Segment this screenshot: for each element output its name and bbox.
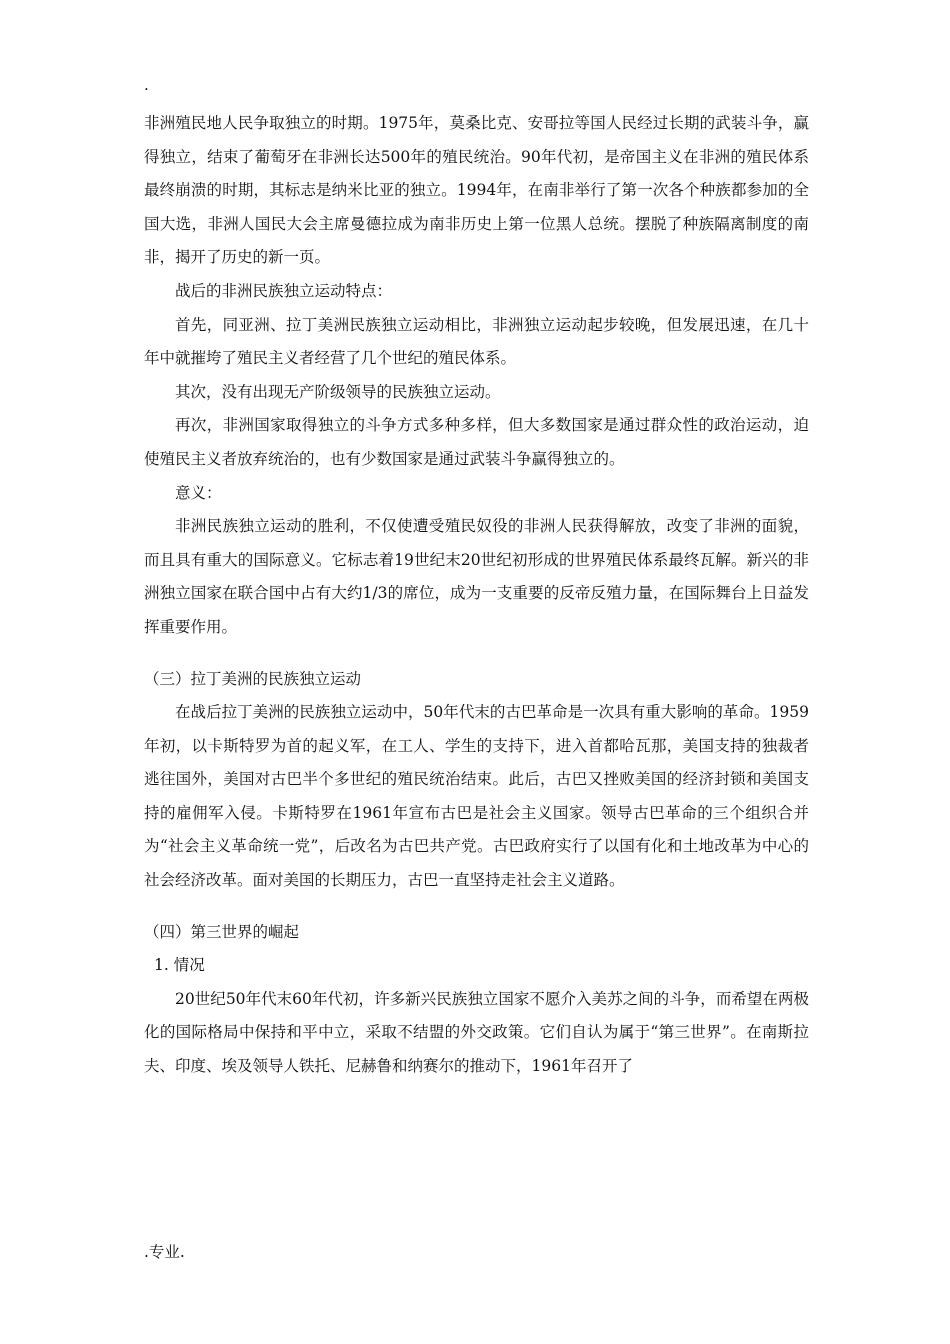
paragraph-feature-third: 再次，非洲国家取得独立的斗争方式多种多样，但大多数国家是通过群众性的政治运动，迫使殖民主义者放弃统治的，也有少数国家是通过武装斗争赢得独立的。 <box>144 416 809 468</box>
header-mark: . <box>144 76 149 94</box>
list-item-situation: 1. 情况 <box>154 956 205 975</box>
paragraph-cuba-revolution: 在战后拉丁美洲的民族独立运动中，50年代末的古巴革命是一次具有重大影响的革命。1959年初，以卡斯特罗为首的起义军，在工人、学生的支持下，进入首都哈瓦那，美国支持的独裁者逃往国外，美国对古巴半个多世纪的殖民统治结束。此后，古巴又挫败美国的经济封锁和美国支持的雇佣军入侵。卡斯特罗在1961年宣布古巴是社会主义国家。领导古巴革命的三个组织合并为“社会主义革命统一党”，后改名为古巴共产党。古巴政府实行了以国有化和土地改革为中心的社会经济改革。面对美国的长期压力，古巴一直坚持走社会主义道路。 <box>144 703 809 890</box>
section-heading-third-world: （四）第三世界的崛起 <box>144 922 300 941</box>
paragraph-feature-first: 首先，同亚洲、拉丁美洲民族独立运动相比，非洲独立运动起步较晚，但发展迅速，在几十年中就摧垮了殖民主义者经营了几个世纪的殖民体系。 <box>144 315 809 368</box>
paragraph-feature-second: 其次，没有出现无产阶级领导的民族独立运动。 <box>175 382 501 401</box>
paragraph-significance: 非洲民族独立运动的胜利，不仅使遭受殖民奴役的非洲人民获得解放，改变了非洲的面貌，而且具有重大的国际意义。它标志着19世纪末20世纪初形成的世界殖民体系最终瓦解。新兴的非洲独立国家在联合国中占有大约1/3的席位，成为一支重要的反帝反殖力量，在国际舞台上日益发挥重要作用。 <box>144 517 809 636</box>
paragraph-significance-heading: 意义： <box>175 483 222 502</box>
section-spacer <box>144 898 809 916</box>
paragraph-features-heading: 战后的非洲民族独立运动特点： <box>175 281 393 300</box>
section-heading-latin-america: （三）拉丁美洲的民族独立运动 <box>144 669 362 688</box>
section-spacer <box>144 645 809 663</box>
footer-text: .专业. <box>144 1243 185 1261</box>
document-body <box>144 107 809 1084</box>
paragraph-non-aligned: 20世纪50年代末60年代初，许多新兴民族独立国家不愿介入美苏之间的斗争，而希望在两极化的国际格局中保持和平中立，采取不结盟的外交政策。它们自认为属于“第三世界”。在南斯拉夫、印度、埃及领导人铁托、尼赫鲁和纳赛尔的推动下，1961年召开了 <box>144 989 809 1076</box>
paragraph-africa-independence: 非洲殖民地人民争取独立的时期。1975年，莫桑比克、安哥拉等国人民经过长期的武装斗争，赢得独立，结束了葡萄牙在非洲长达500年的殖民统治。90年代初，是帝国主义在非洲的殖民体系最终崩溃的时期，其标志是纳米比亚的独立。1994年，在南非举行了第一次各个种族都参加的全国大选，非洲人国民大会主席曼德拉成为南非历史上第一位黑人总统。摆脱了种族隔离制度的南非，揭开了历史的新一页。 <box>144 114 809 267</box>
